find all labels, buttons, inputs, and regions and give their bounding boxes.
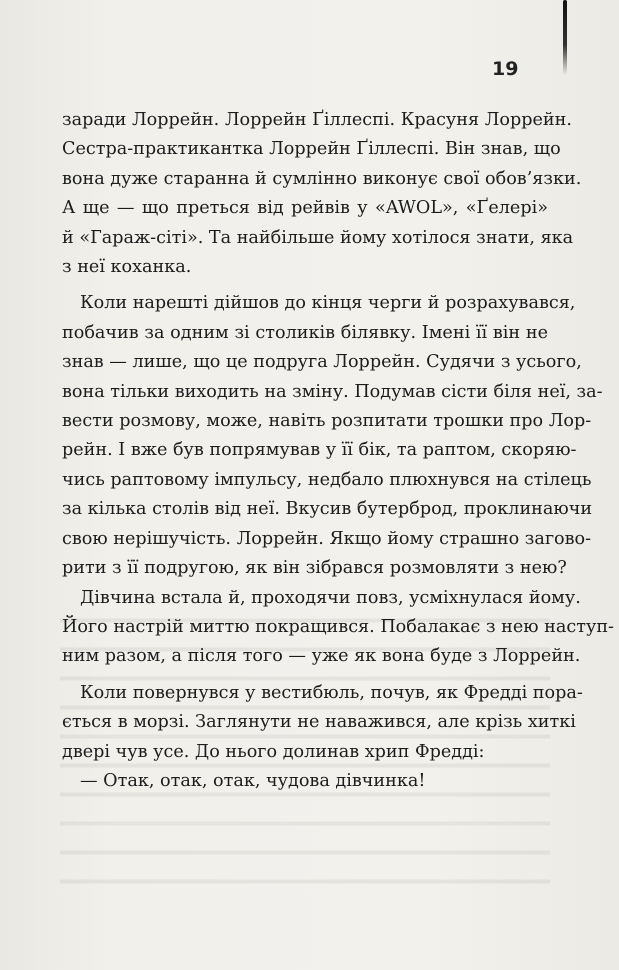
body-text — [62, 106, 615, 796]
text-line: й «Гараж-сіті». Та найбільше йому хотілося знати, яка — [62, 227, 574, 248]
text-line: рити з її подругою, як він зібрався розмовляти з нею? — [62, 558, 567, 579]
paragraph-5-dialogue — [62, 767, 548, 796]
text-line: Дівчина встала й, проходячи повз, усміхнулася йому. — [80, 587, 581, 608]
text-line: за кілька столів від неї. Вкусив бутерброд, проклинаючи — [62, 499, 593, 520]
page-number: 19 — [492, 58, 519, 80]
page-edge-mark — [563, 0, 567, 75]
text-line: ється в морзі. Заглянути не наважився, але крізь хиткі — [62, 712, 576, 733]
paragraph-3 — [62, 584, 615, 672]
text-line: побачив за одним зі столиків білявку. Імені її він не — [62, 322, 548, 343]
text-line: Його настрій миттю покращився. Побалакає з нею наступ- — [62, 616, 615, 637]
text-line: Сестра-практикантка Лоррейн Ґіллеспі. Він знав, що — [62, 139, 561, 160]
text-line: ним разом, а після того — уже як вона буде з Лоррейн. — [62, 646, 581, 667]
text-line: Коли повернувся у вестибюль, почув, як Фредді пора- — [80, 682, 583, 703]
text-line: Коли нарешті дійшов до кінця черги й розрахувався, — [80, 293, 576, 314]
text-line: вона тільки виходить на зміну. Подумав сісти біля неї, за- — [62, 381, 603, 402]
text-line: з неї коханка. — [62, 257, 192, 278]
paragraph-1 — [62, 106, 582, 282]
text-line: заради Лоррейн. Лоррейн Ґіллеспі. Красуня Лоррейн. — [62, 110, 572, 130]
text-line: вести розмову, може, навіть розпитати трошки про Лор- — [62, 411, 592, 432]
text-line: знав — лише, що це подруга Лоррейн. Судячи з усього, — [62, 352, 582, 373]
text-line: свою нерішучість. Лоррейн. Якщо йому страшно загово- — [62, 528, 592, 549]
text-line: вона дуже старанна й сумлінно виконує свої обов’язки. — [62, 168, 582, 189]
paragraph-4 — [62, 679, 583, 767]
text-line: двері чув усе. До нього долинав хрип Фредді: — [62, 741, 485, 762]
text-line: А ще — що преться від рейвів у «AWOL», «Ґелері» — [62, 198, 548, 219]
paragraph-2 — [62, 289, 603, 583]
text-line: рейн. І вже був попрямував у її бік, та раптом, скоряю- — [62, 440, 577, 461]
text-line: чись раптовому імпульсу, недбало плюхнувся на стілець — [62, 469, 592, 490]
dialogue-line: — Отак, отак, отак, чудова дівчинка! — [80, 770, 426, 791]
